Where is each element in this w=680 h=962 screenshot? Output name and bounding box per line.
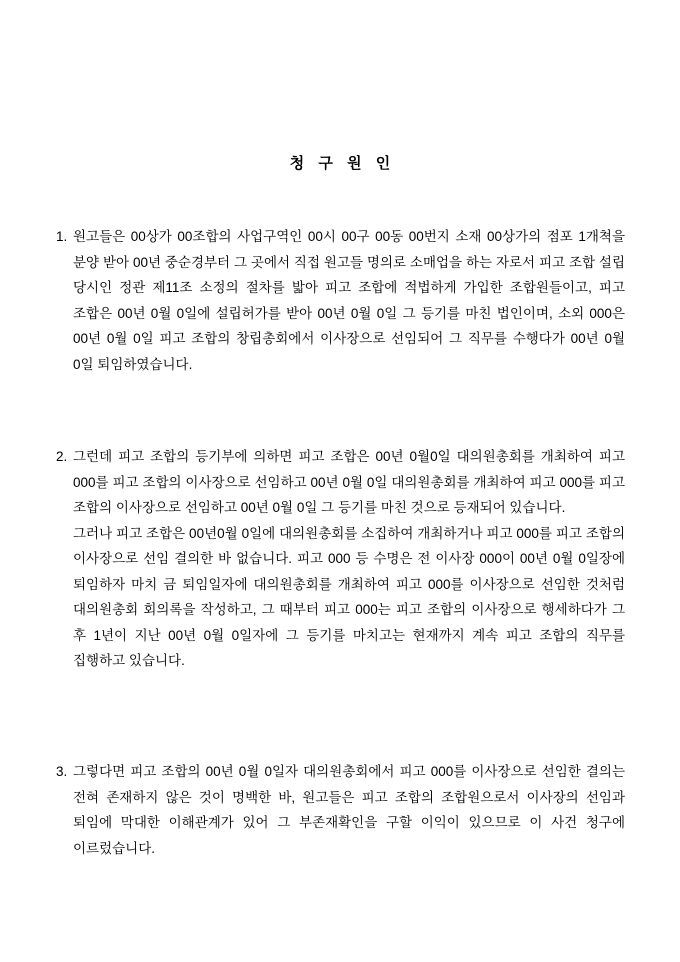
paragraph-text: 그렇다면 피고 조합의 00년 0월 0일자 대의원총회에서 피고 000를 이사장으로 선임한 결의는 전혀 존재하지 않은 것이 명백한 바, 원고들은 피고 조합의 조합원으로서 이사장의 선임과 퇴임에 막대한 이해관계가 있어 그 부존재확인을 구할 이익이 있으므로 이 사건 청구에 이르렀습니다.: [73, 764, 625, 856]
document-title: 청 구 원 인: [289, 155, 396, 172]
paragraph-number: 1.: [56, 229, 68, 244]
claim-paragraph-1: [56, 224, 625, 377]
paragraph-text: 원고들은 00상가 00조합의 사업구역인 00시 00구 00동 00번지 소재 00상가의 점포 1개쳑을 분양 받아 00년 중순경부터 그 곳에서 직접 원고들 명의로 소매업을 하는 자로서 피고 조합 설립 당시인 정관 제11조 소정의 절차를 밟아 피고 조합에 적법하게 가입한 조합원들이고, 피고 조합은 00년 0월 0일에 설립허가를 받아 00년 0월 0일 그 등기를 마친 법인이며, 소외 000은 00년 0월 0일 피고 조합의 창립총회에서 이사장으로 선임되어 그 직무를 수행다가 00년 0월 0일 퇴임하였습니다.: [73, 229, 625, 372]
paragraph-text: 그런데 피고 조합의 등기부에 의하면 피고 조합은 00년 0월0일 대의원총회를 개최하여 피고 000를 피고 조합의 이사장으로 선임하고 00년 0월 0일 대의원총회를 개최하여 피고 000를 피고 조합의 이사장으로 선임하고 00년 0월 0일 그 등기를 마친 것으로 등재되어 있습니다.: [73, 449, 625, 515]
claim-paragraph-3: [56, 759, 625, 861]
paragraph-text: 그러나 피고 조합은 00년0월 0일에 대의원총회를 소집하여 개최하거나 피고 000를 피고 조합의 이사장으로 선임 결의한 바 없습니다. 피고 000 등 수명은 전 이사장 000이 00년 0월 0일장에 퇴임하자 마치 금 퇴임일자에 대의원총회를 개최하여 피고 000를 이사장으로 선임한 것처럼 대의원총회 회의록을 작성하고, 그 때부터 피고 000는 피고 조합의 이사장으로 행세하다가 그 후 1년이 지난 00년 0월 0일자에 그 등기를 마치고는 현재까지 계속 피고 조합의 직무를 집행하고 있습니다.: [73, 525, 625, 668]
paragraph-number: 2.: [56, 449, 68, 464]
paragraph-number: 3.: [56, 764, 68, 779]
claim-paragraph-2: [56, 444, 625, 674]
